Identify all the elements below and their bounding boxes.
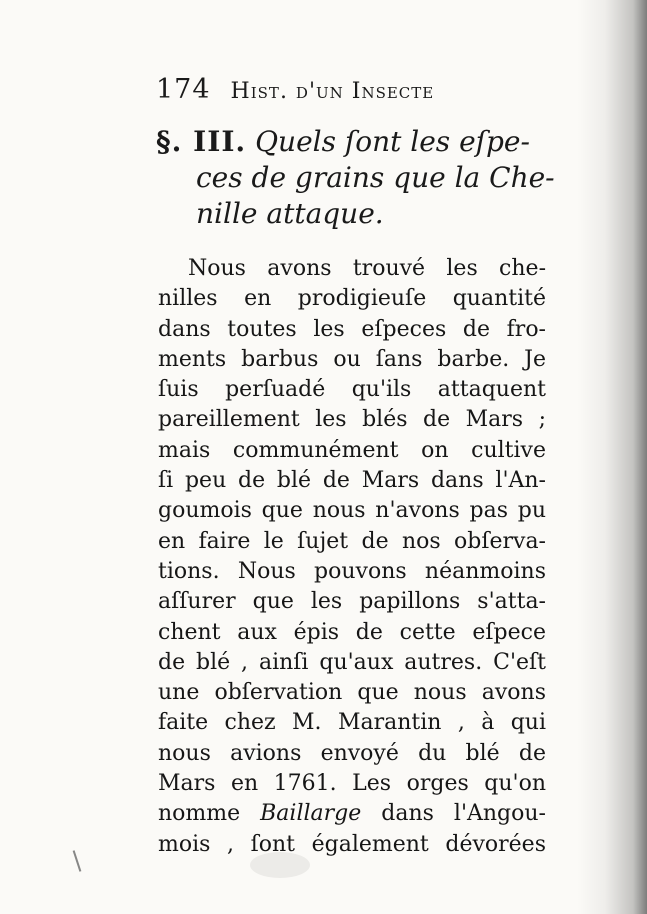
- text-line: aſſurer que les papillons s'atta-: [158, 589, 546, 615]
- section-heading-line: [156, 124, 556, 160]
- text-line: nous avions envoyé du blé de: [158, 740, 546, 766]
- text-line: goumois que nous n'avons pas pu: [158, 498, 546, 524]
- text-line: [158, 799, 546, 829]
- page-gutter-shadow: [577, 0, 647, 914]
- section-title-line: ces de grains que la Che-: [196, 161, 555, 194]
- margin-mark: [73, 850, 82, 872]
- text-line: mais communément on cultive: [158, 437, 546, 463]
- section-title-line: Quels ſont les eſpe-: [255, 125, 530, 158]
- italic-term: Baillarge: [260, 801, 362, 827]
- text-fragment: nomme: [158, 801, 241, 827]
- text-line: de blé , ainſi qu'aux autres. C'eſt: [158, 649, 546, 675]
- text-line: faite chez M. Marantin , à qui: [158, 710, 546, 736]
- text-line: une obſervation que nous avons: [158, 680, 546, 706]
- section-number: §. III.: [156, 125, 247, 158]
- text-fragment: dans l'Angou-: [381, 801, 546, 827]
- text-line: ſi peu de blé de Mars dans l'An-: [158, 468, 546, 494]
- body-text: [158, 254, 546, 860]
- text-line: tions. Nous pouvons néanmoins: [158, 558, 546, 584]
- text-line: Nous avons trouvé les che-: [188, 256, 546, 281]
- text-line: chent aux épis de cette eſpece: [158, 619, 546, 645]
- running-title: Hist. d'un Insecte: [230, 79, 435, 104]
- text-line: Mars en 1761. Les orges qu'on: [158, 771, 546, 797]
- text-line: dans toutes les eſpeces de fro-: [158, 316, 546, 342]
- running-head: [156, 74, 556, 114]
- page-number: 174: [156, 74, 211, 105]
- text-line: pareillement les blés de Mars ;: [158, 407, 546, 433]
- text-line: nilles en prodigieuſe quantité: [158, 286, 546, 312]
- section-title-line: nille attaque.: [196, 197, 384, 230]
- text-line: ments barbus ou ſans barbe. Je: [158, 346, 546, 372]
- section-heading: [156, 124, 556, 232]
- text-line: mois , ſont également dévorées: [158, 831, 546, 857]
- text-line: ſuis perſuadé qu'ils attaquent: [158, 377, 546, 403]
- text-line: en faire le ſujet de nos obſerva-: [158, 528, 546, 554]
